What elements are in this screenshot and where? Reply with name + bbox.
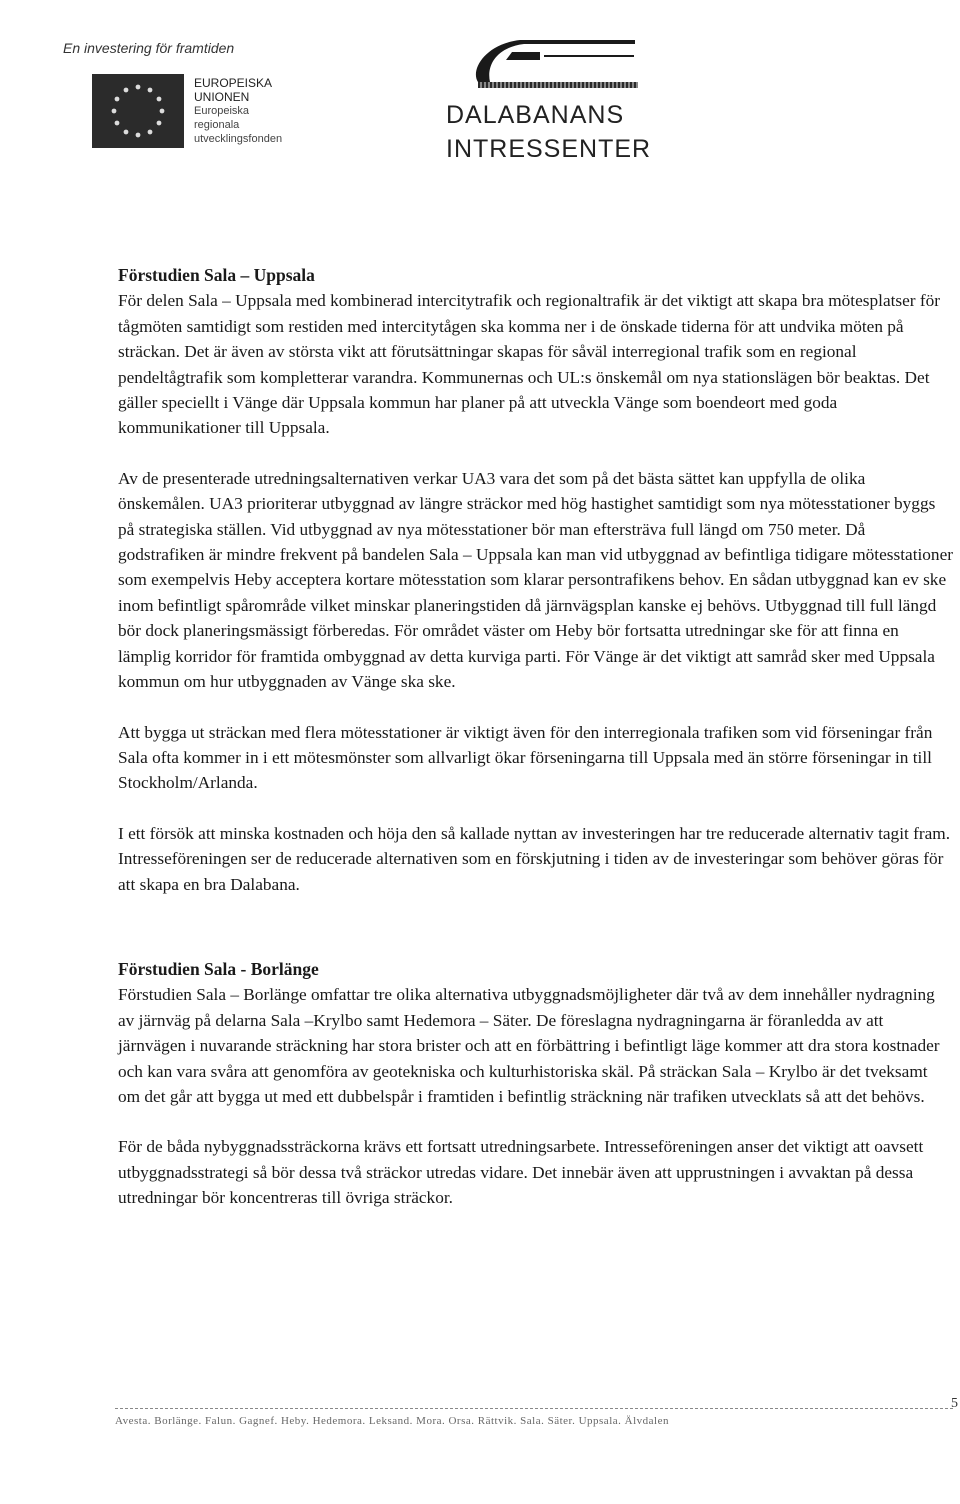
footer-members: Avesta. Borlänge. Falun. Gagnef. Heby. Hedemora. Leksand. Mora. Orsa. Rättvik. Sala. Säter. Uppsala. Älvdalen [115, 1415, 669, 1427]
document-body [118, 263, 953, 1211]
eu-line-2: UNIONEN [194, 90, 250, 104]
train-icon [440, 30, 640, 90]
section-sala-borlange [118, 957, 953, 1211]
eu-line-5: utvecklingsfonden [194, 133, 283, 145]
section-title: Förstudien Sala - Borlänge [118, 958, 319, 979]
paragraph: I ett försök att minska kostnaden och höja den så kallade nyttan av investeringen har tre reducerade alternativ tagit fram. Intresseföreningen ser de reducerade alternativen som en förskjutning i tiden av de investeringar som behöver göras för att skapa en bra Dalabana. [118, 823, 951, 894]
eu-flag-icon [92, 74, 184, 148]
footer-divider [115, 1408, 953, 1409]
paragraph: Förstudien Sala – Borlänge omfattar tre olika alternativa utbyggnadsmöjligheter där två av dem innehåller nydragning av järnväg på delarna Sala –Krylbo samt Hedemora – Säter. De föreslagna nydragningarna är föranledda av att järnvägen i nuvarande sträckning har stora brister och att en förbättring i befintligt läge kommer att dra stora kostnader och kan vara svåra att genomföra av geotekniska och kulturhistoriska skäl. På sträckan Sala – Krylbo är det tveksamt om det går att bygga ut med ett dubbelspår i framtiden i befintlig sträckning när trafiken utvecklats så att det behövs. [118, 985, 940, 1106]
paragraph: För de båda nybyggnadssträckorna krävs ett fortsatt utredningsarbete. Intresseföreningen anser det viktigt att oavsett utbyggnadsstrategi så bör dessa två sträckor utredas vidare. Det innebär även att upprustningen i avvaktan på dessa utredningar bör koncentreras till övriga sträckor. [118, 1137, 924, 1208]
brand-line-1: DALABANANS [446, 101, 625, 129]
brand-name [446, 98, 651, 166]
paragraph: För delen Sala – Uppsala med kombinerad intercitytrafik och regionaltrafik är det viktigt att skapa bra mötesplatser för tågmöten samtidigt som restiden med intercitytågen ska komma ner i de önskade tiderna för att undvika möten på sträckan. Det är även av största vikt att förutsättningar skapas för såväl interregional trafik som en regional pendeltågtrafik som kompletterar varandra. Kommunernas och UL:s önskemål om nya stationslägen bör beaktas. Det gäller speciellt i Vänge där Uppsala kommun har planer på att utveckla Vänge som boendeort med goda kommunikationer till Uppsala. [118, 291, 941, 438]
paragraph: Att bygga ut sträckan med flera mötesstationer är viktigt även för den interregionala trafiken som vid förseningar från Sala ofta kommer in i ett mötesmönster som allvarligt ökar förseningarna till Uppsala med än större förseningar in till Stockholm/Arlanda. [118, 722, 933, 793]
eu-line-3: Europeiska [194, 105, 250, 117]
section-sala-uppsala [118, 263, 953, 897]
eu-line-1: EUROPEISKA [194, 76, 273, 90]
page-footer [115, 1396, 960, 1429]
page-number: 5 [951, 1396, 958, 1411]
eu-fund-label [194, 76, 282, 146]
eu-line-4: regionala [194, 119, 240, 131]
section-title: Förstudien Sala – Uppsala [118, 265, 315, 285]
paragraph: Av de presenterade utredningsalternativen verkar UA3 vara det som på det bästa sättet kan uppfylla de olika önskemålen. UA3 prioriterar utbyggnad av längre sträckor med hög hastighet samtidigt som nya mötesstationer byggs på strategiska ställen. Vid utbyggnad av nya mötesstationer bör man eftersträva full längd om 750 meter. Då godstrafiken är mindre frekvent på bandelen Sala – Uppsala kan man vid utbyggnad av befintliga tidigare mötesstationer som exempelvis Heby acceptera kortare mötesstation som klarar persontrafikens behov. En sådan utbyggnad kan ev ske inom befintligt spårområde vilket minskar planeringstiden då järnvägsplan kanske ej behövs. Utbyggnad till full längd bör dock planeringsmässigt förberedas. För området väster om Heby bör fortsatta utredningar ske för att finna en lämplig korridor för framtida ombyggnad av detta kurviga parti. För Vänge är det viktigt att samråd sker med Uppsala kommun om hur utbyggnaden av Vänge ska ske. [118, 468, 954, 692]
brand-line-2: INTRESSENTER [446, 135, 652, 163]
header-tagline: En investering för framtiden [63, 40, 235, 56]
